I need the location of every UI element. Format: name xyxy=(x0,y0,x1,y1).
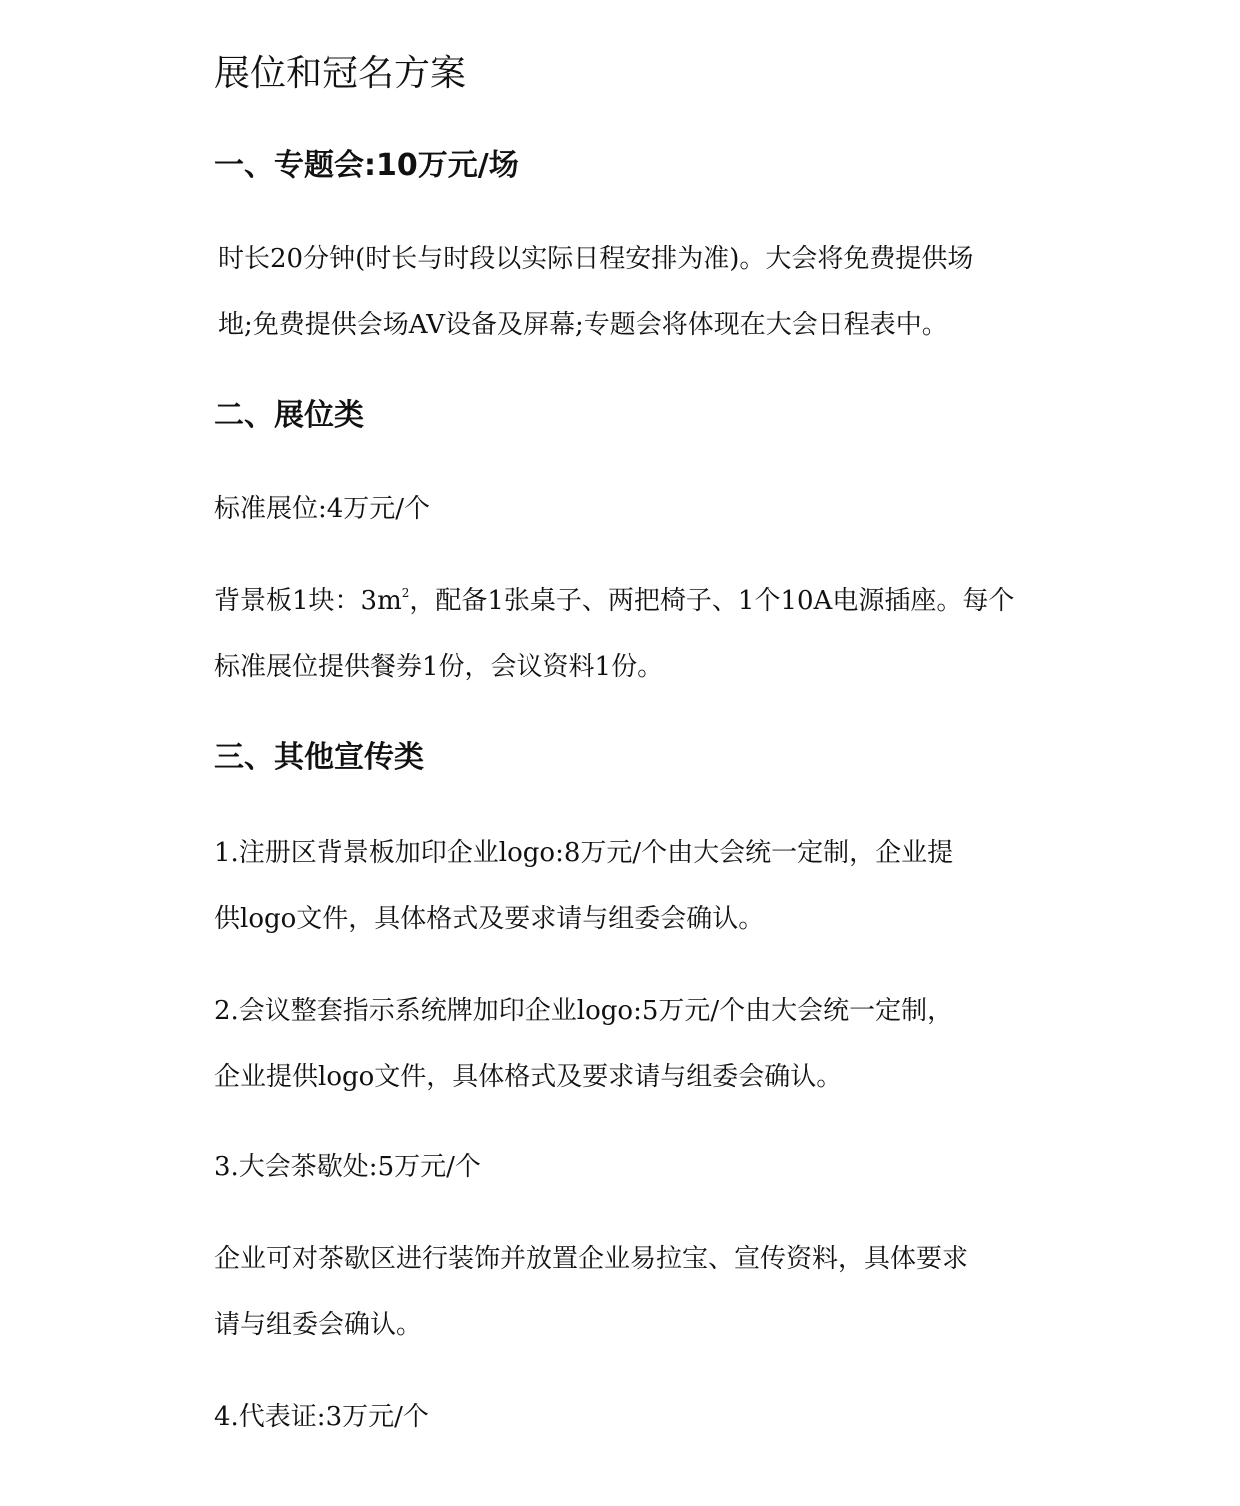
text-line xyxy=(214,568,1056,634)
text-line: 地;免费提供会场AV设备及屏幕;专题会将体现在大会日程表中。 xyxy=(218,310,948,340)
paragraph-tea-break-details xyxy=(214,1226,1056,1358)
paragraph-topic-session xyxy=(214,226,1056,358)
text-line: 3.大会茶歇处:5万元/个 xyxy=(214,1152,481,1182)
section-heading-booth: 二、展位类 xyxy=(214,398,364,433)
section-heading-other-promotion: 三、其他宣传类 xyxy=(214,740,424,775)
text-line: 标准展位:4万元/个 xyxy=(214,494,431,524)
text-line: 4.代表证:3万元/个 xyxy=(214,1402,429,1432)
text-line: 时长20分钟(时长与时段以实际日程安排为准)。大会将免费提供场 xyxy=(218,244,974,274)
text-segment: ，配备1张桌子、两把椅子、1个10A电源插座。每个 xyxy=(409,586,1015,616)
text-line: 请与组委会确认。 xyxy=(214,1310,423,1340)
text-line: 企业可对茶歇区进行装饰并放置企业易拉宝、宣传资料，具体要求 xyxy=(214,1244,969,1274)
text-segment: 背景板1块：3m xyxy=(214,586,402,616)
section-heading-topic-session: 一、专题会:10万元/场 xyxy=(214,148,519,183)
paragraph-registration-backdrop xyxy=(214,820,1056,952)
text-line: 标准展位提供餐券1份，会议资料1份。 xyxy=(214,652,664,682)
paragraph-delegate-badge xyxy=(214,1384,1056,1450)
paragraph-standard-booth-details xyxy=(214,568,1056,700)
superscript-square: 2 xyxy=(401,586,410,600)
paragraph-signage-system xyxy=(214,978,1056,1110)
text-line: 2.会议整套指示系统牌加印企业logo:5万元/个由大会统一定制， xyxy=(214,996,954,1026)
text-line: 企业提供logo文件，具体格式及要求请与组委会确认。 xyxy=(214,1062,843,1092)
text-line: 1.注册区背景板加印企业logo:8万元/个由大会统一定制，企业提 xyxy=(214,838,954,868)
text-line: 供logo文件，具体格式及要求请与组委会确认。 xyxy=(214,904,765,934)
paragraph-standard-booth-price xyxy=(214,476,1056,542)
page-title: 展位和冠名方案 xyxy=(214,53,467,94)
paragraph-tea-break-price xyxy=(214,1134,1056,1200)
